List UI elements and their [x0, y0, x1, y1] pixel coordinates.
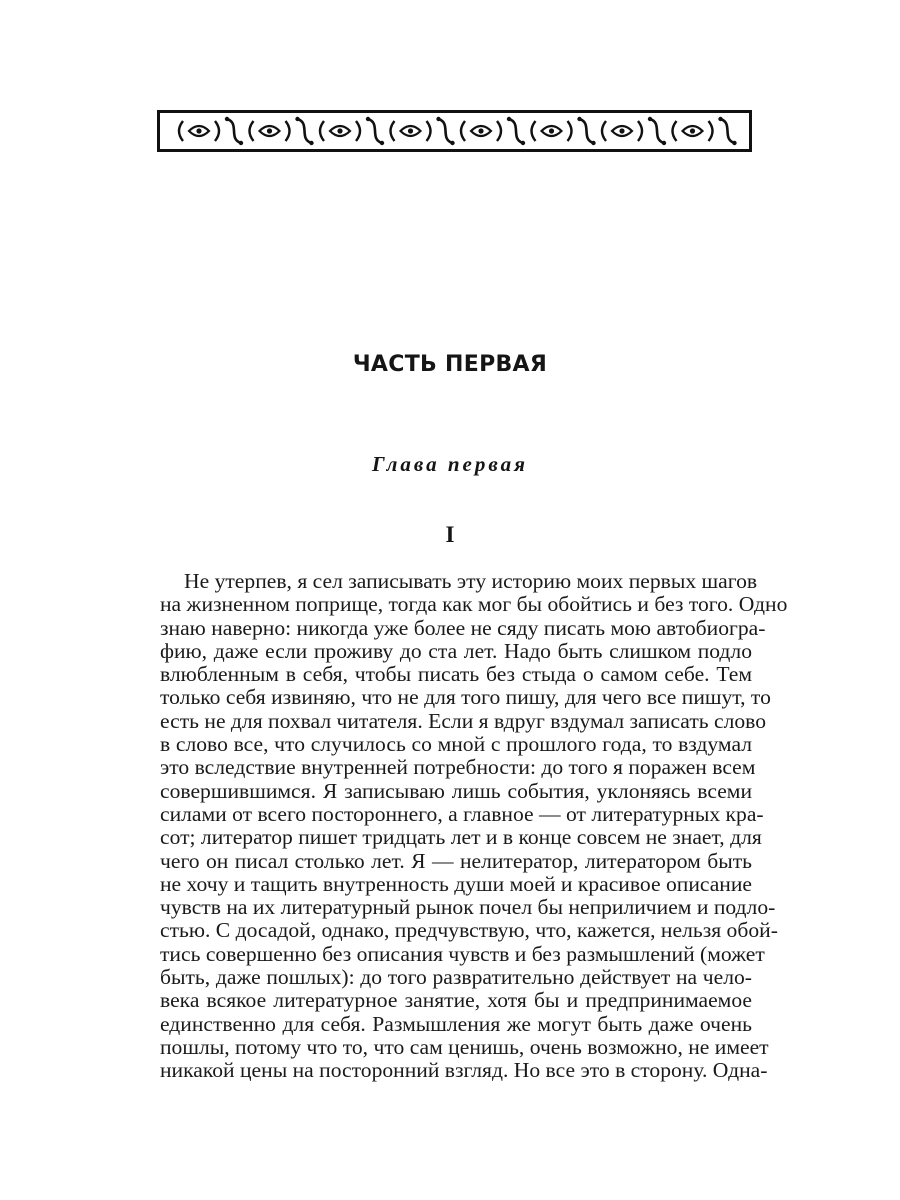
ornament-bracket — [568, 121, 572, 141]
ornament-dot — [225, 117, 229, 121]
ornament-dot — [591, 141, 595, 145]
ornament-dot — [239, 141, 243, 145]
text-line: единственно для себя. Размышления же могут быть даже очень — [160, 1011, 752, 1036]
ornament-bracket — [497, 121, 501, 141]
text-line: фию, даже если проживу до ста лет. Надо быть слишком подло — [160, 638, 752, 663]
ornament-leaf — [580, 119, 594, 143]
body-paragraph — [160, 569, 788, 1083]
ornament-dot — [690, 128, 695, 133]
ornament-bracket — [532, 121, 536, 141]
ornament-dot — [196, 128, 201, 133]
ornament-leaf — [439, 119, 453, 143]
ornamental-border — [157, 110, 752, 152]
ornament-bracket — [709, 121, 713, 141]
ornament-dot — [662, 141, 666, 145]
ornament-dot — [521, 141, 525, 145]
ornament-dot — [507, 117, 511, 121]
ornament-dot — [619, 128, 624, 133]
ornament-leaf — [509, 119, 523, 143]
text-line: силами от всего постороннего, а главное — от литературных кра- — [160, 801, 764, 826]
text-line: тись совершенно без описания чувств и без размышлений (может — [160, 941, 765, 966]
chapter-title: Глава первая — [372, 452, 528, 476]
ornament-leaf — [368, 119, 382, 143]
text-line: сот; литератор пишет тридцать лет и в конце совсем не знает, для — [160, 825, 762, 850]
ornament-dot — [436, 117, 440, 121]
ornament-leaf — [721, 119, 735, 143]
ornament-bracket — [250, 121, 254, 141]
ornament-leaf — [650, 119, 664, 143]
ornament-dot — [577, 117, 581, 121]
ornament-dot — [648, 117, 652, 121]
text-line: влюбленным в себя, чтобы писать без стыда о самом себе. Тем — [160, 662, 752, 687]
section-number: I — [445, 522, 455, 547]
text-line: быть, даже пошлых): до того развратительно действует на чело- — [160, 965, 752, 990]
text-line: чувств на их литературный рынок почел бы неприличием и подло- — [160, 895, 776, 920]
ornament-dot — [380, 141, 384, 145]
ornament-leaf — [298, 119, 312, 143]
text-line: чего он писал столько лет. Я — нелитератор, литератором быть — [160, 848, 752, 873]
text-line: не хочу и тащить внутренность души моей и красивое описание — [160, 871, 752, 896]
ornament-bracket — [602, 121, 606, 141]
ornament-dot — [337, 128, 342, 133]
ornament-dot — [309, 141, 313, 145]
ornament-dot — [450, 141, 454, 145]
ornament-bracket — [427, 121, 431, 141]
ornament-bracket — [215, 121, 219, 141]
text-line: стью. С досадой, однако, предчувствую, что, кажется, нельзя обой- — [160, 918, 778, 943]
text-line: есть не для похвал читателя. Если я вдруг вздумал записать слово — [160, 708, 767, 733]
text-line: только себя извиняю, что не для того пишу, для чего все пишут, то — [160, 685, 771, 710]
text-line: века всякое литературное занятие, хотя бы и предпринимаемое — [160, 988, 752, 1013]
ornament-dot — [267, 128, 272, 133]
ornament-leaf — [227, 119, 241, 143]
ornament-bracket — [673, 121, 677, 141]
text-line: в слово все, что случилось со мной с прошлого года, то вздумал — [160, 732, 752, 757]
ornament-bracket — [461, 121, 465, 141]
ornament-bracket — [286, 121, 290, 141]
ornament-bracket — [638, 121, 642, 141]
ornament-dot — [732, 141, 736, 145]
ornament-bracket — [391, 121, 395, 141]
text-line: никакой цены на посторонний взгляд. Но все это в сторону. Одна- — [160, 1058, 768, 1083]
ornament-dot — [366, 117, 370, 121]
ornament-dot — [549, 128, 554, 133]
text-line: Не утерпев, я сел записывать эту историю моих первых шагов — [184, 569, 758, 593]
ornament-dot — [408, 128, 413, 133]
ornament-dot — [478, 128, 483, 133]
text-line: совершившимся. Я записываю лишь события, уклоняясь всеми — [160, 778, 752, 803]
ornament-bracket — [179, 121, 183, 141]
text-line: на жизненном поприще, тогда как мог бы обойтись и без того. Одно — [160, 592, 788, 617]
text-line: знаю наверно: никогда уже более не сяду писать мою автобиогра- — [160, 615, 766, 640]
part-title: ЧАСТЬ ПЕРВАЯ — [352, 352, 548, 377]
ornament-bracket — [356, 121, 360, 141]
text-line: это вследствие внутренней потребности: до того я поражен всем — [160, 755, 756, 780]
ornament-dot — [295, 117, 299, 121]
text-line: пошлы, потому что то, что сам ценишь, очень возможно, не имеет — [160, 1034, 769, 1059]
ornament-dot — [718, 117, 722, 121]
ornament-bracket — [320, 121, 324, 141]
